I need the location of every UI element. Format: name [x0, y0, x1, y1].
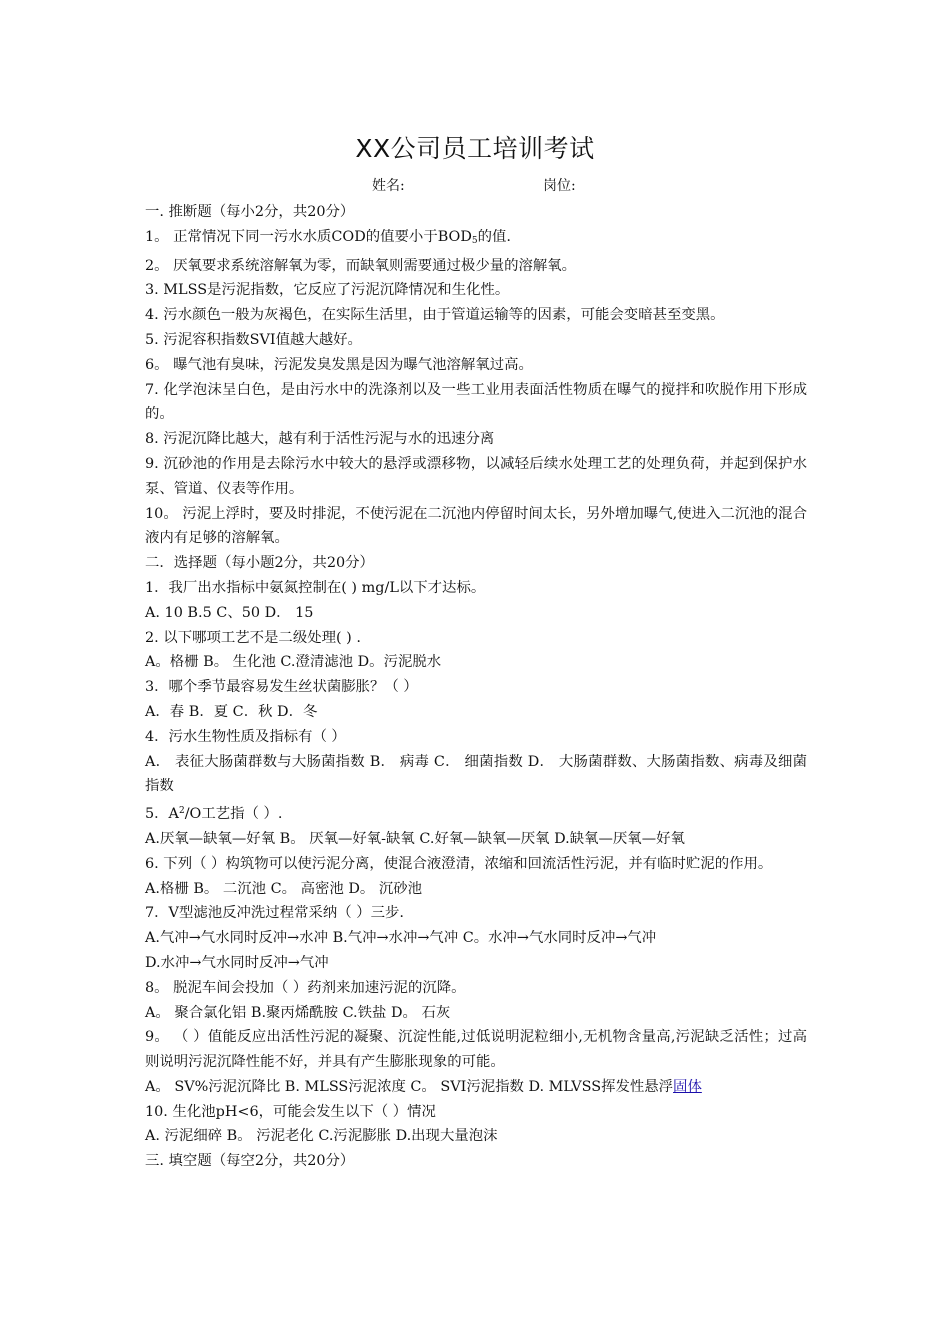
choice-q7: 7．V型滤池反冲洗过程常采纳（ ）三步.: [145, 905, 404, 922]
choice-q4: 4．污水生物性质及指标有（ ）: [145, 728, 346, 745]
position-label: 岗位:: [543, 178, 576, 194]
judgment-item-10: 10。 污泥上浮时，要及时排泥，不使污泥在二沉池内停留时间太长，另外增加曝气,使进入二沉池的混合液内有足够的溶解氧。: [145, 505, 807, 547]
choice-q9: 9。 （ ）值能反应出活性污泥的凝聚、沉淀性能,过低说明泥粒细小,无机物含量高,污泥缺乏活性；过高则说明污泥沉降性能不好，并具有产生膨胀现象的可能。: [145, 1029, 807, 1071]
choice-q3: 3．哪个季节最容易发生丝状菌膨胀？（ ）: [145, 679, 418, 696]
judgment-item-4: 4. 污水颜色一般为灰褐色，在实际生活里，由于管道运输等的因素，可能会变暗甚至变黑。: [145, 307, 725, 324]
choice-q10-options: A. 污泥细碎 B。 污泥老化 C.污泥膨胀 D.出现大量泡沫: [145, 1128, 498, 1145]
judgment-item-8: 8. 污泥沉降比越大，越有利于活性污泥与水的迅速分离: [145, 431, 495, 448]
judgment-item-1: 1。 正常情况下同一污水水质COD的值要小于$BOD_5$的值.: [145, 228, 511, 246]
exam-body: [145, 200, 807, 1174]
choice-q2-options: A。格栅 B。 生化池 C.澄清滤池 D。污泥脱水: [145, 654, 442, 671]
choice-q6-options: A.格栅 B。 二沉池 C。 高密池 D。 沉砂池: [145, 880, 423, 897]
choice-q8-options: A。 聚合氯化铝 B.聚丙烯酰胺 C.铁盐 D。 石灰: [145, 1004, 451, 1021]
judgment-item-3: 3. MLSS是污泥指数，它反应了污泥沉降情况和生化性。: [145, 282, 510, 299]
choice-q8: 8。 脱泥车间会投加（ ）药剂来加速污泥的沉降。: [145, 979, 466, 996]
choice-q7-options-line2: D.水冲→气水同时反冲→气冲: [145, 954, 329, 971]
choice-q2: 2. 以下哪项工艺不是二级处理( ) .: [145, 629, 361, 646]
solid-hyperlink[interactable]: 固体: [673, 1078, 702, 1095]
section-1-heading: 一. 推断题（每小2分，共20分）: [145, 204, 355, 220]
judgment-item-5: 5. 污泥容积指数SVI值越大越好。: [145, 331, 362, 348]
name-label: 姓名:: [372, 178, 405, 194]
section-3-heading: 三. 填空题（每空2分，共20分）: [145, 1153, 355, 1170]
judgment-item-9: 9. 沉砂池的作用是去除污水中较大的悬浮或漂移物，以减轻后续水处理工艺的处理负荷，并起到保护水泵、管道、仪表等作用。: [145, 455, 807, 497]
section-2-heading: 二．选择题（每小题2分，共20分）: [145, 555, 374, 572]
judgment-item-7: 7. 化学泡沫呈白色，是由污水中的洗涤剂以及一些工业用表面活性物质在曝气的搅拌和吹脱作用下形成的。: [145, 381, 807, 423]
judgment-item-2: 2。 厌氧要求系统溶解氧为零，而缺氧则需要通过极少量的溶解氧。: [145, 257, 577, 274]
a2o-superscript: 2: [178, 806, 185, 817]
choice-q6: 6. 下列（ ）构筑物可以使污泥分离，使混合液澄清，浓缩和回流活性污泥，并有临时贮泥的作用。: [145, 855, 773, 872]
choice-q1: 1．我厂出水指标中氨氮控制在( ) mg/L以下才达标。: [145, 579, 486, 596]
choice-q5: 5．$A^2/O$工艺指（ ）.: [145, 806, 283, 823]
choice-q5-options: A.厌氧—缺氧—好氧 B。 厌氧—好氧-缺氧 C.好氧—缺氧—厌氧 D.缺氧—厌氧—好氧: [145, 830, 685, 847]
choice-q7-options-line1: A.气冲→气水同时反冲→水冲 B.气冲→水冲→气冲 C。水冲→气水同时反冲→气冲: [145, 930, 657, 947]
choice-q4-options: A． 表征大肠菌群数与大肠菌指数 B． 病毒 C． 细菌指数 D． 大肠菌群数、大肠菌指数、病毒及细菌指数: [145, 753, 807, 795]
choice-q1-options: A. 10 B.5 C、50 D． 15: [145, 604, 314, 621]
judgment-item-6: 6。 曝气池有臭味，污泥发臭发黑是因为曝气池溶解氧过高。: [145, 356, 533, 373]
choice-q9-options: A。 SV%污泥沉降比 B. MLSS污泥浓度 C。 SVI污泥指数 D. MLVSS挥发性悬浮固体: [145, 1078, 702, 1095]
choice-q3-options: A．春 B．夏 C．秋 D．冬: [145, 703, 318, 720]
choice-q10: 10. 生化池pH<6，可能会发生以下（ ）情况: [145, 1103, 436, 1120]
exam-title: XX公司员工培训考试: [355, 134, 595, 163]
bod-subscript: 5: [471, 235, 478, 246]
